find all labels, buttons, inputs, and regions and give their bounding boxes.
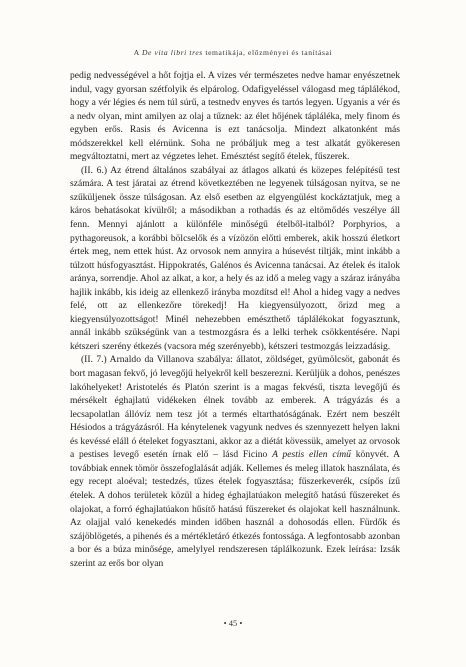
paragraph [70, 353, 400, 570]
paragraph-text: pedig nedvességével a hőt fojtja el. A vizes vér természetes nedve hamar enyészetnek indul, vagy gyorsan szétfolyik és elpárolog. Odafigyeléssel válogasd meg táplálékod, hogy a vér légies és nem túl súrű, a testnedv enyves és tartós legyen. Ugyanis a vér és a nedv olyan, mint amilyen az olaj a tűznek: az élet hőjének táplálékа, mely finom és egyben erős. Rasis és Avicenna is ezt tanácsolja. Mindezt alkatonként más módszerekkel kell elérnünk. Soha ne próbáljuk meg a test alkatát gyökeresen megváltoztatni, mert az végzetes lehet. Emésztést segítő ételek, fűszerek. [70, 70, 400, 163]
paragraph-text: (II. 7.) Arnaldo da Villanova szabálya: állatot, zöldséget, gyümölcsöt, gabonát és bort magasan fekvő, jó levegőjű helyekről kell beszerezni. Kerüljük a dohos, penészes lakóhelyeket! Aristotelés és Platón szerint is a magas fekvésű, tiszta levegőjű és mérsékelt éghajlatú vidékeken élnek tovább az emberek. A trágyázás és a lecsapolatlan állóvíz nem tesz jót a termés eltarthatóságának. Ezért nem beszélt Hésiodos a trágyázásról. Ha kénytelenek vagyunk nedves és szennyezett helyen lakni és kevéssé eláll ó ételeket fogyasztani, akkor az a diétát kövessük, amelyet az orvosok a pestises levegő esetén írnak elő – lásd Ficino [70, 354, 400, 461]
book-title-italic: A pestis ellen című [272, 449, 351, 461]
running-head [0, 48, 466, 57]
page-number: • 45 • [223, 618, 243, 628]
running-head-prefix: A [133, 48, 142, 57]
paragraph-text: (II. 6.) Az étrend általános szabályai az átlagos alkatú és közepes felépítésű test számára. A test járatai az étrend következtében ne legyenek túlságosan nyitva, se ne szűküljenek össze túlságosan. Az első esetben az elgyengülést kockáztatjuk, meg a káros behatásokat kívülről; a másodikban a rothadás és az eltömődés veszélye áll fenn. Mennyi ajánlott a különféle minőségű ételből-italból? Porphyrios, a pythagoreusok, a korábbi bölcselők és a vízözön előtti emberek, akik hosszú életkort értek meg, nem ettek húst. Az orvosok nem annyira a húsevést tiltják, mint inkább a túlzott húsfogyasztást. Hippokratés, Galénos és Avicenna tanácsai. Az ételek és italok aránya, sorrendje. Ahol az alkat, a kor, a hely és az idő a meleg vagy a száraz irányába hajlik inkább, kis ideig az ellenkező irányba mozdítsd el! Ahol a hideg vagy a nedves felé, ott az ellenkezőre törekedj! Ha kiegyensúlyozott, őrizd meg a kiegyensúlyozottságot! Minél nehezebben emészthető táplálékokat fogyasztunk, annál inkább szükségünk van a testmozgásra és a lelki terhek csökkentésére. Napi kétszeri szerény étkezés (vacsora még szerényebb), kétszeri testmozgás leizzadásig. [70, 164, 400, 352]
body-text [70, 69, 400, 570]
paragraph [70, 164, 400, 354]
paragraph [70, 69, 400, 164]
paragraph-text: könyvét. A továbbiak ennek tömör összefoglalását adják. Kellemes és meleg illatok használata, és egy recept aloéval; testedzés, tűzes ételek fogyasztása; fűszerkeverék, csípős ízű ételek. A dohos területek közül a hideg éghajlatúakon melegítő hatású fűszereket és olajokat, a forró éghajlatúakon hűsítő hatású fűszereket és olajokat kell használnunk. Az olajjal való kenekedés minden időben használ a dohosodás ellen. Fürdők és szájöblögetés, a pihenés és a mértékletáró étkezés fontossága. A legfontosabb azonban a bor és a búza minősége, amelylyel rendszeresen táplálkozunk. Ezek leírása: Izsák szerint az erős bor olyan [70, 449, 400, 569]
running-head-suffix: tematikája, előzményei és tanításai [202, 48, 333, 57]
running-head-title: De vita libri tres [141, 48, 203, 57]
